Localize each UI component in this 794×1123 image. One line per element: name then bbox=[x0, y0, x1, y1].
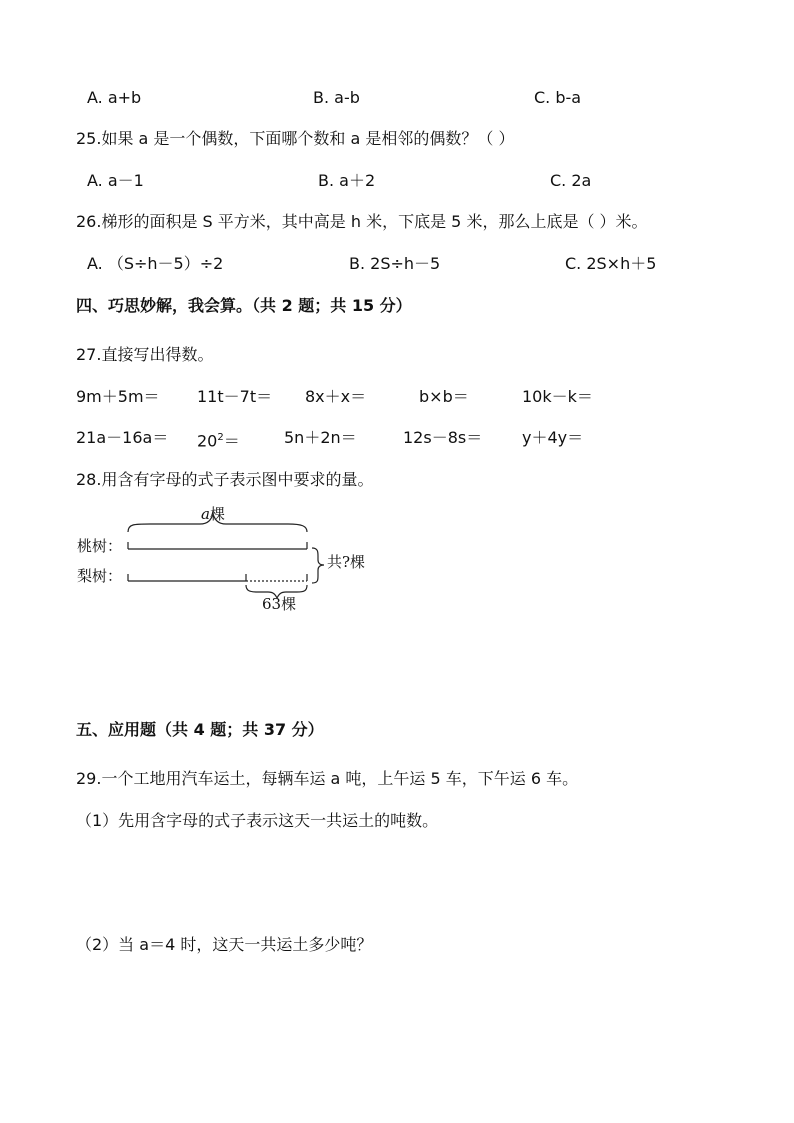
q27-item: 8x＋x＝ bbox=[305, 387, 367, 406]
q27-power-exponent: 2 bbox=[217, 432, 224, 443]
q24-option-a: A. a+b bbox=[87, 88, 142, 107]
q29-question: 29.一个工地用汽车运土，每辆车运 a 吨，上午运 5 车，下午运 6 车。 bbox=[76, 769, 579, 788]
q27-item-power bbox=[197, 428, 240, 451]
q26-question: 26.梯形的面积是 S 平方米，其中高是 h 米，下底是 5 米，那么上底是（ ）米。 bbox=[76, 212, 648, 231]
diagram-pear-label: 梨树： bbox=[77, 567, 123, 585]
total-brace bbox=[312, 548, 324, 583]
q24-option-b: B. a-b bbox=[313, 88, 360, 107]
q27-power-base: 20 bbox=[197, 431, 218, 451]
q27-item: y＋4y＝ bbox=[522, 428, 584, 447]
diagram-top-variable: a bbox=[201, 505, 210, 523]
q25-option-c: C. 2a bbox=[550, 171, 592, 190]
diagram-top-unit: 棵 bbox=[209, 505, 225, 523]
diagram-diff-label: 63棵 bbox=[262, 595, 297, 613]
q26-option-c: C. 2S×h＋5 bbox=[565, 254, 657, 273]
q29-part-1: （1）先用含字母的式子表示这天一共运土的吨数。 bbox=[76, 811, 439, 830]
q27-item: 9m＋5m＝ bbox=[76, 387, 160, 406]
q27-item: 5n＋2n＝ bbox=[284, 428, 357, 447]
diagram-total-label: 共?棵 bbox=[327, 553, 366, 571]
diagram-top-label bbox=[201, 505, 225, 523]
q25-option-b: B. a＋2 bbox=[318, 171, 376, 190]
q27-item: b×b＝ bbox=[419, 387, 469, 406]
section-4-title: 四、巧思妙解，我会算。（共 2 题；共 15 分） bbox=[76, 296, 412, 315]
q27-item: 21a－16a＝ bbox=[76, 428, 169, 447]
q25-option-a: A. a－1 bbox=[87, 171, 144, 190]
q27-item: 12s－8s＝ bbox=[403, 428, 483, 447]
q25-question: 25.如果 a 是一个偶数，下面哪个数和 a 是相邻的偶数？（ ） bbox=[76, 129, 515, 148]
q27-item: 10k－k＝ bbox=[522, 387, 593, 406]
q24-option-c: C. b-a bbox=[534, 88, 582, 107]
q27-power-equals: ＝ bbox=[223, 431, 240, 451]
q28-question: 28.用含有字母的式子表示图中要求的量。 bbox=[76, 470, 374, 489]
q27-item: 11t－7t＝ bbox=[197, 387, 273, 406]
q29-part-2: （2）当 a＝4 时，这天一共运土多少吨？ bbox=[76, 935, 373, 954]
q27-question: 27.直接写出得数。 bbox=[76, 345, 214, 364]
diagram-peach-label: 桃树： bbox=[77, 537, 123, 555]
section-5-title: 五、应用题（共 4 题；共 37 分） bbox=[76, 720, 324, 739]
q26-option-a: A. （S÷h－5）÷2 bbox=[87, 254, 224, 273]
q26-option-b: B. 2S÷h－5 bbox=[349, 254, 441, 273]
